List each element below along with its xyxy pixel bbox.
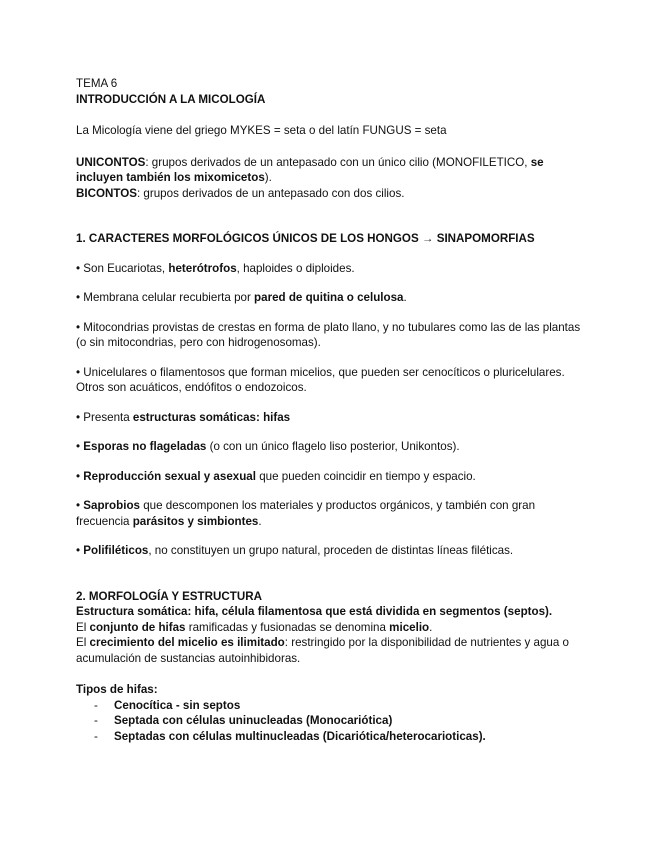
- estructura-somatica: Estructura somática: hifa, célula filamentosa que está dividida en segmentos (septos).: [76, 605, 553, 618]
- conjunto-hifas: El conjunto de hifas ramificadas y fusionadas se denomina micelio.: [76, 620, 433, 634]
- bullet-esporas: • Esporas no flageladas (o con un único flagelo liso posterior, Unikontos).: [76, 440, 460, 453]
- bullet-unicelulares: • Unicelulares o filamentosos que forman micelios, que pueden ser cenocíticos o pluricelulares. Otros son acuáticos, endófitos o endozoicos.: [76, 365, 565, 394]
- bicontos-paragraph: BICONTOS: grupos derivados de un antepasado con dos cilios.: [76, 186, 405, 200]
- bullet-estructuras: • Presenta estructuras somáticas: hifas: [76, 410, 291, 424]
- tipos-heading: Tipos de hifas:: [76, 683, 158, 696]
- tema-label: TEMA 6: [76, 77, 118, 90]
- unicontos-paragraph: UNICONTOS: grupos derivados de un antepasado con un único cilio (MONOFILETICO, se incluyen también los mixomicetos).: [76, 155, 544, 184]
- tipos-list: [76, 698, 586, 745]
- bullet-polifileticos: • Polifiléticos, no constituyen un grupo natural, proceden de distintas líneas filéticas.: [76, 544, 514, 557]
- document-title: INTRODUCCIÓN A LA MICOLOGÍA: [76, 92, 266, 106]
- list-item: - Cenocítica - sin septos: [94, 698, 241, 712]
- bullet-mitocondrias: • Mitocondrias provistas de crestas en forma de plato llano, y no tubulares como las de las plantas (o sin mitocondrias, pero con hidrogenosomas).: [76, 320, 581, 349]
- document-page: [76, 76, 586, 744]
- crecimiento-micelio: El crecimiento del micelio es ilimitado: restringido por la disponibilidad de nutrientes y agua o acumulación de sustancias autoinhibidoras.: [76, 636, 569, 665]
- bullet-saprobios: • Saprobios que descomponen los materiales y productos orgánicos, y también con gran frecuencia parásitos y simbiontes.: [76, 499, 536, 528]
- list-item: - Septadas con células multinucleadas (Dicariótica/heterocarioticas).: [94, 729, 486, 743]
- bullet-membrana: • Membrana celular recubierta por pared de quitina o celulosa.: [76, 291, 407, 304]
- intro-paragraph: La Micología viene del griego MYKES = seta o del latín FUNGUS = seta: [76, 124, 447, 137]
- bullet-eucariotas: • Son Eucariotas, heterótrofos, haploides o diploides.: [76, 261, 355, 275]
- section2-heading: 2. MORFOLOGÍA Y ESTRUCTURA: [76, 589, 262, 603]
- list-item: - Septada con células uninucleadas (Monocariótica): [94, 714, 393, 727]
- bullet-reproduccion: • Reproducción sexual y asexual que pueden coincidir en tiempo y espacio.: [76, 469, 476, 483]
- section1-heading: 1. CARACTERES MORFOLÓGICOS ÚNICOS DE LOS HONGOS → SINAPOMORFIAS: [76, 232, 535, 245]
